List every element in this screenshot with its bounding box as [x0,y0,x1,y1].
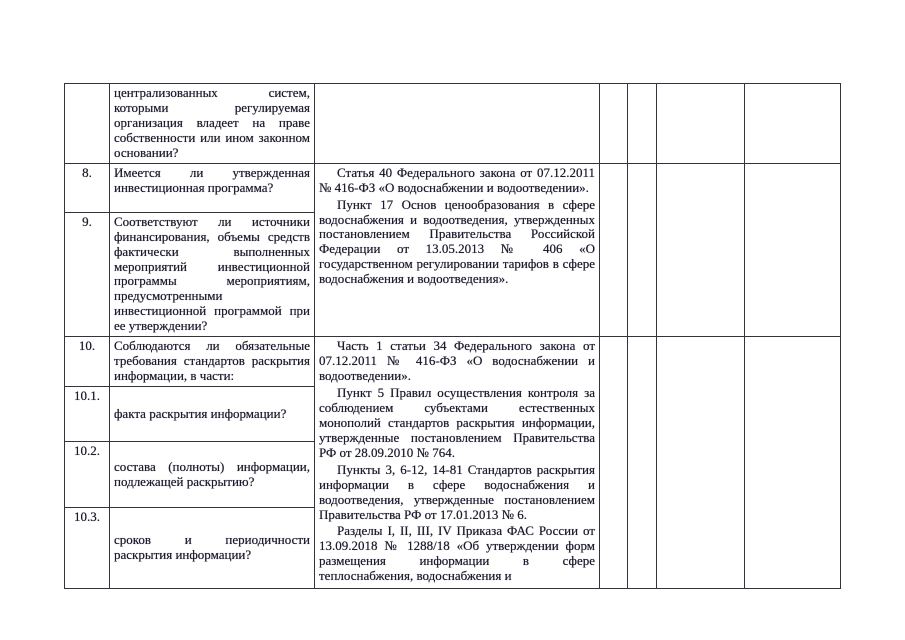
row-number-cell: 10.1. [65,387,110,442]
reference-paragraph: Пункт 17 Основ ценообразования в сфере водоснабжения и водоотведения, утвержденных постановлением Правительства Российской Федерации от 13.05.2013 № 406 «О государственном регулировании тарифов в сфере водоснабжения и водоотведения». [319,196,595,287]
reference-cell-empty [315,84,600,164]
row-number-cell: 9. [65,212,110,337]
question-cell: факта раскрытия информации? [110,387,315,442]
empty-cell-d [745,84,841,164]
reference-paragraph: Пункт 5 Правил осуществления контроля за соблюдением субъектами естественных монополий стандартов раскрытия информации, утвержденные постановлением Правительства РФ от 28.09.2010 № 764. [319,385,595,460]
row-number-cell [65,84,110,164]
empty-cell-a [600,163,628,337]
row-number-cell: 10.2. [65,442,110,507]
row-number-cell: 10.3. [65,507,110,588]
empty-cell-c [657,84,745,164]
question-cell: состава (полноты) информации, подлежащей раскрытию? [110,442,315,507]
empty-cell-d [745,163,841,337]
reference-paragraph: Пункты 3, 6-12, 14-81 Стандартов раскрытия информации в сфере водоснабжения и водоотведения, утвержденные постановлением Правительства РФ от 17.01.2013 № 6. [319,461,595,522]
question-cell: Соответствуют ли источники финансирования, объемы средств фактически выполненных мероприятий инвестиционной программы мероприятиям, предусмотренными инвестиционной программой при ее утверждении? [110,212,315,337]
empty-cell-b [628,337,657,589]
question-cell: Имеется ли утвержденная инвестиционная программа? [110,163,315,212]
question-cell: Соблюдаются ли обязательные требования стандартов раскрытия информации, в части: [110,337,315,387]
checklist-table [64,83,841,589]
reference-paragraph: Часть 1 статьи 34 Федерального закона от 07.12.2011 № 416-ФЗ «О водоснабжении и водоотведении». [319,338,595,384]
row-number-cell: 8. [65,163,110,212]
question-cell: сроков и периодичности раскрытия информации? [110,507,315,588]
empty-cell-c [657,337,745,589]
empty-cell-c [657,163,745,337]
empty-cell-b [628,84,657,164]
row-number-cell: 10. [65,337,110,387]
reference-paragraph: Разделы I, II, III, IV Приказа ФАС России от 13.09.2018 № 1288/18 «Об утверждении форм размещения информации в сфере теплоснабжения, водоснабжения и [319,523,595,584]
table-row-8 [65,163,841,212]
empty-cell-d [745,337,841,589]
question-cell: централизованных систем, которыми регулируемая организация владеет на праве собственности или ином законном основании? [110,84,315,164]
reference-cell [315,163,600,337]
reference-paragraph: Статья 40 Федерального закона от 07.12.2011 № 416-ФЗ «О водоснабжении и водоотведении». [319,164,595,195]
reference-cell [315,337,600,589]
table-row-10 [65,337,841,387]
empty-cell-b [628,163,657,337]
empty-cell-a [600,84,628,164]
table-row-continuation [65,84,841,164]
empty-cell-a [600,337,628,589]
